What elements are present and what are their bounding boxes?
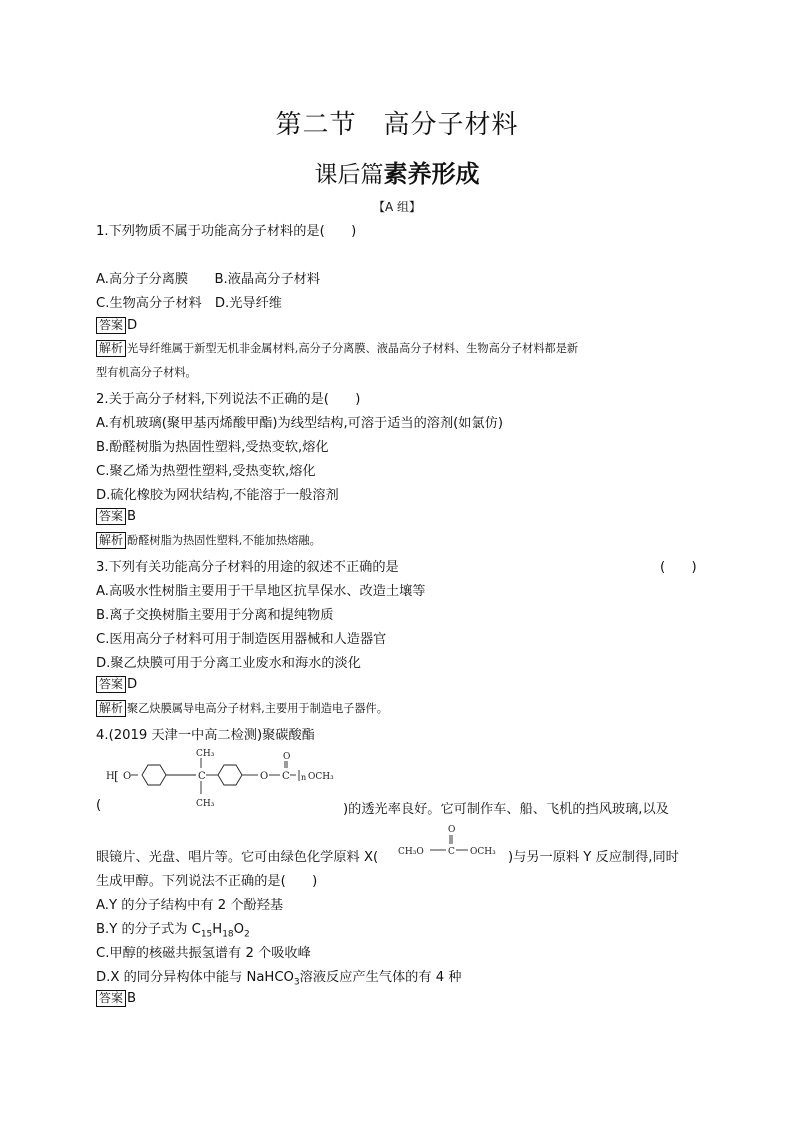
explanation-text: 光导纤维属于新型无机非金属材料,高分子分离膜、液晶高分子材料、生物高分子材料都是新 [127, 342, 579, 355]
q2-answer [96, 508, 136, 525]
subtitle-part-b: 素养形成 [383, 160, 480, 188]
formula-o-top: O [283, 752, 291, 762]
formula-o2: O [260, 771, 269, 782]
formula-c: C [198, 771, 206, 782]
page-title: 第二节 高分子材料 [275, 110, 519, 140]
q2-option-a: A.有机玻璃(聚甲基丙烯酸甲酯)为线型结构,可溶于适当的溶剂(如氯仿) [96, 416, 504, 431]
q1-stem: 1.下列物质不属于功能高分子材料的是( ) [96, 224, 357, 239]
q4-line2-b: )与另一原料 Y 反应制得,同时 [508, 850, 679, 865]
polycarbonate-structure [104, 746, 344, 812]
answer-tag: 答案 [96, 990, 126, 1007]
q4-d-sub: 3 [293, 977, 300, 988]
x-c: C [448, 847, 455, 857]
q4-b-h: H [212, 922, 223, 937]
q3-option-a: A.高吸水性树脂主要用于干旱地区抗旱保水、改造土壤等 [96, 584, 426, 599]
q2-option-d: D.硫化橡胶为网状结构,不能溶于一般溶剂 [96, 488, 339, 503]
q1-answer [96, 317, 137, 334]
explanation-tag: 解析 [96, 532, 126, 549]
answer-tag: 答案 [96, 508, 126, 525]
q4-option-b [96, 918, 250, 940]
dimethyl-carbonate-structure [396, 820, 508, 860]
formula-h: H [106, 771, 115, 782]
q4-b-o: O [233, 922, 245, 937]
answer-value: B [127, 509, 137, 524]
q4-b-sub1: 15 [200, 929, 213, 940]
q4-answer [96, 990, 136, 1007]
q2-stem: 2.关于高分子材料,下列说法不正确的是( ) [96, 392, 361, 407]
benzene-ring-left [142, 765, 166, 785]
answer-value: D [127, 318, 138, 333]
x-o-top: O [448, 825, 456, 835]
q4-b-prefix: B.Y 的分子式为 C [96, 922, 201, 937]
q3-option-c: C.医用高分子材料可用于制造医用器械和人造器官 [96, 632, 387, 647]
section-subtitle [0, 154, 794, 189]
q4-option-d [96, 966, 461, 988]
q4-d-prefix: D.X 的同分异构体中能与 NaHCO [96, 970, 294, 985]
answer-tag: 答案 [96, 676, 126, 693]
answer-tag: 答案 [96, 317, 126, 334]
q4-line1-open: ( [96, 798, 102, 813]
q3-answer-paren: ( ) [660, 560, 697, 575]
q4-line1-rest: )的透光率良好。它可制作车、船、飞机的挡风玻璃,以及 [343, 802, 669, 817]
q4-line3: 生成甲醇。下列说法不正确的是( ) [96, 874, 318, 889]
q4-d-suffix: 溶液反应产生气体的有 4 种 [299, 970, 462, 985]
explanation-text: 聚乙炔膜属导电高分子材料,主要用于制造电子器件。 [127, 702, 388, 715]
q4-b-sub2: 18 [222, 929, 234, 940]
group-label: 【A 组】 [372, 200, 422, 214]
q4-b-sub3: 2 [244, 929, 250, 940]
x-och3: OCH₃ [470, 847, 496, 857]
explanation-tag: 解析 [96, 700, 126, 717]
formula-ch3-bottom: CH₃ [196, 799, 215, 809]
formula-ch3-top: CH₃ [196, 749, 215, 759]
q3-option-b: B.离子交换树脂主要用于分离和提纯物质 [96, 608, 334, 623]
formula-c2: C [282, 771, 290, 782]
formula-bracket: [ [114, 769, 119, 783]
q1-explanation-cont: 型有机高分子材料。 [96, 366, 197, 379]
answer-value: D [127, 677, 138, 692]
q1-explanation [96, 340, 578, 357]
q1-options-ab: A.高分子分离膜 B.液晶高分子材料 [96, 272, 321, 287]
q3-explanation [96, 700, 388, 717]
answer-value: B [127, 991, 137, 1006]
explanation-text: 酚醛树脂为热固性塑料,不能加热熔融。 [127, 534, 321, 547]
q2-option-b: B.酚醛树脂为热固性塑料,受热变软,熔化 [96, 440, 329, 455]
q4-option-c: C.甲醇的核磁共振氢谱有 2 个吸收峰 [96, 946, 311, 961]
q2-explanation [96, 532, 321, 549]
formula-n: n [301, 773, 307, 782]
q2-option-c: C.聚乙烯为热塑性塑料,受热变软,熔化 [96, 464, 316, 479]
q3-answer [96, 676, 137, 693]
q4-line2-a: 眼镜片、光盘、唱片等。它可由绿色化学原料 X( [96, 850, 379, 865]
q4-stem: 4.(2019 天津一中高二检测)聚碳酸酯 [96, 728, 315, 743]
formula-och3: OCH₃ [308, 772, 334, 782]
explanation-tag: 解析 [96, 340, 126, 357]
subtitle-part-a: 课后篇 [314, 162, 384, 188]
benzene-ring-right [218, 765, 242, 785]
q3-option-d: D.聚乙炔膜可用于分离工业废水和海水的淡化 [96, 656, 361, 671]
q4-option-a: A.Y 的分子结构中有 2 个酚羟基 [96, 898, 284, 913]
x-ch3o: CH₃O [398, 847, 424, 857]
formula-o1: O [123, 771, 132, 782]
q1-options-cd: C.生物高分子材料 D.光导纤维 [96, 296, 282, 311]
q3-stem: 3.下列有关功能高分子材料的用途的叙述不正确的是 [96, 560, 399, 575]
